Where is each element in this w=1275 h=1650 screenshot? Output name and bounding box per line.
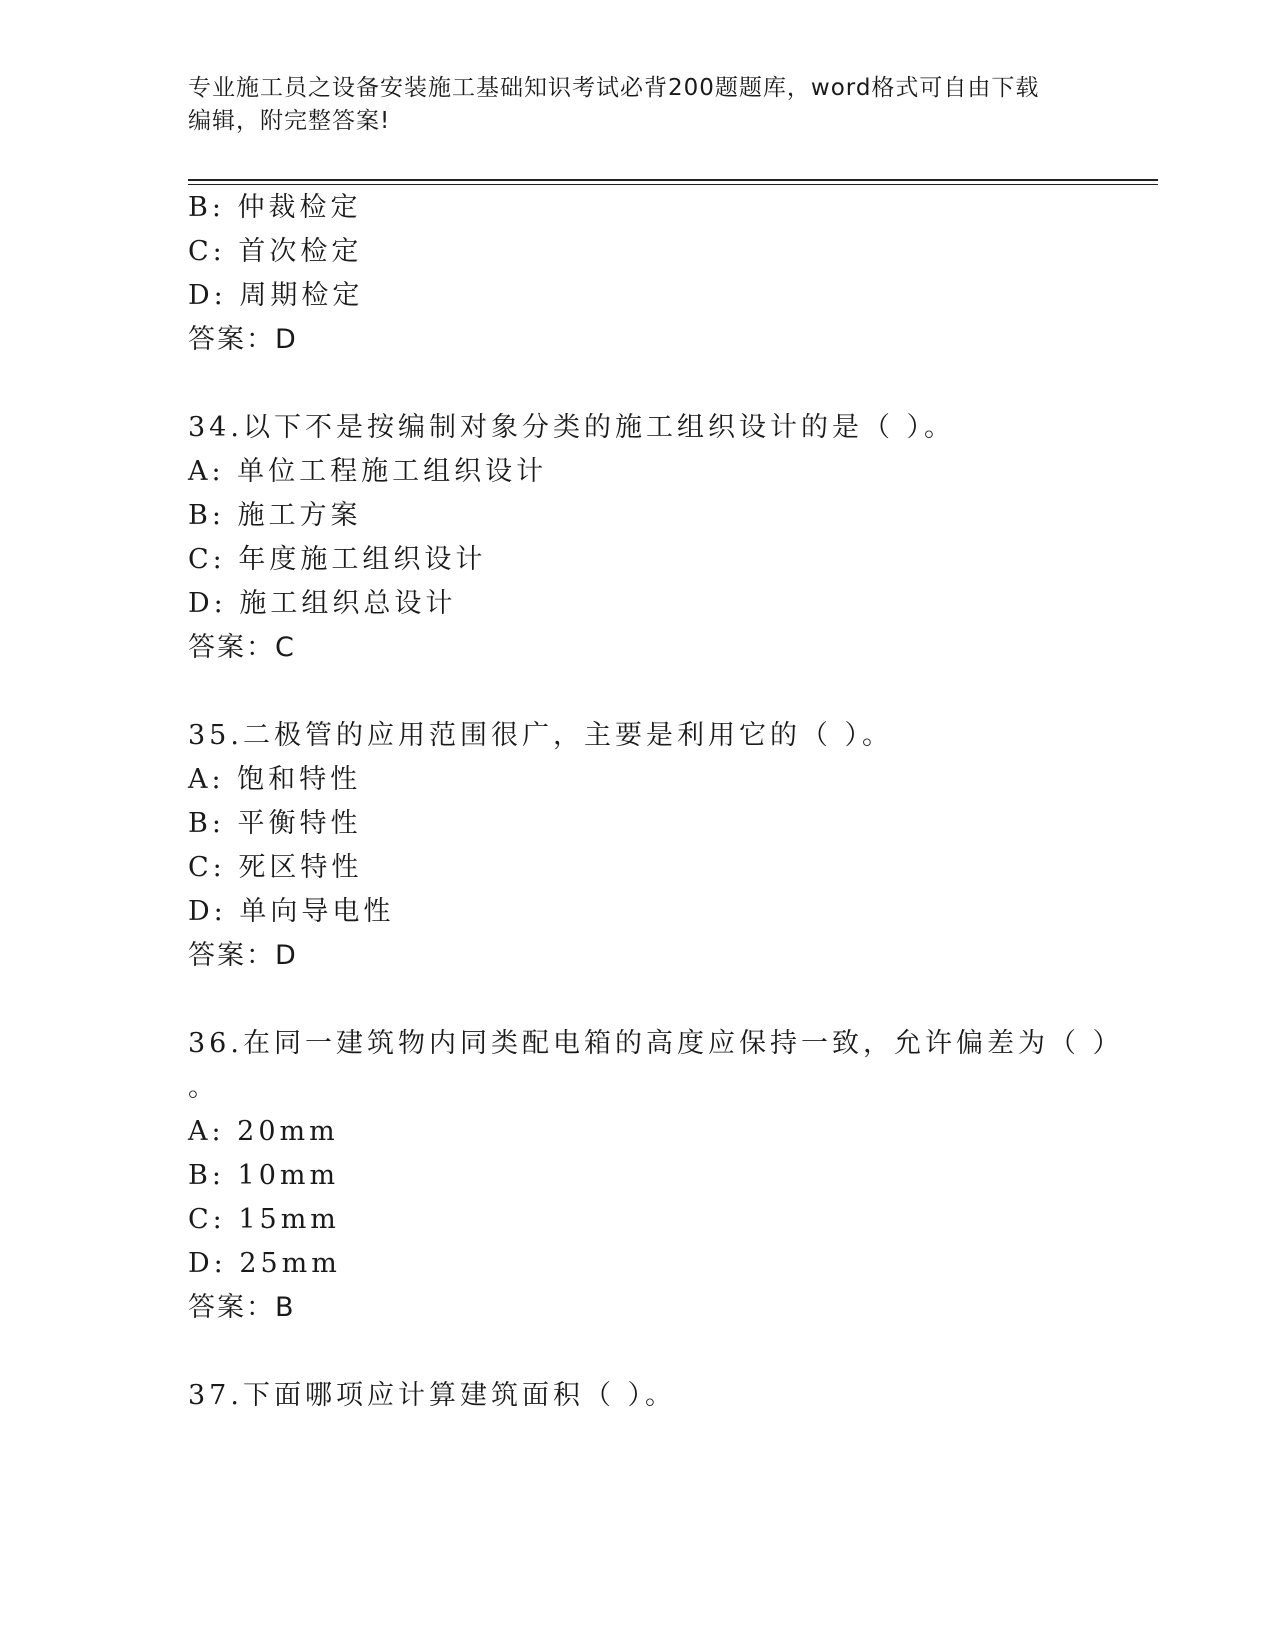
header-title-line-1: 专业施工员之设备安装施工基础知识考试必背200题题库，word格式可自由下载	[188, 75, 1040, 101]
q33-option-d: D: 周期检定	[188, 280, 364, 311]
q36-option-c: C: 15mm	[188, 1204, 340, 1235]
q35-option-b: B: 平衡特性	[188, 808, 362, 839]
header-divider-thick	[188, 179, 1158, 181]
q35-option-c: C: 死区特性	[188, 852, 363, 883]
q37-question: 37.下面哪项应计算建筑面积（ ）。	[188, 1380, 677, 1411]
q36-option-d: D: 25mm	[188, 1248, 341, 1279]
q33-option-b: B: 仲裁检定	[188, 192, 362, 223]
q33-answer: 答案：D	[188, 324, 298, 355]
document-header	[188, 72, 1088, 138]
q34-question: 34.以下不是按编制对象分类的施工组织设计的是（ ）。	[188, 412, 956, 443]
q33-option-c: C: 首次检定	[188, 236, 363, 267]
q35-answer: 答案：D	[188, 940, 298, 971]
q34-option-d: D: 施工组织总设计	[188, 588, 457, 619]
q36-question: 36.在同一建筑物内同类配电箱的高度应保持一致，允许偏差为（ ）	[188, 1028, 1124, 1059]
q35-option-d: D: 单向导电性	[188, 896, 395, 927]
header-title-line-2: 编辑，附完整答案!	[188, 108, 391, 134]
q34-option-b: B: 施工方案	[188, 500, 362, 531]
header-divider-thin	[188, 184, 1158, 185]
q36-option-a: A: 20mm	[188, 1116, 339, 1147]
q35-question: 35.二极管的应用范围很广，主要是利用它的（ ）。	[188, 720, 894, 751]
q35-option-a: A: 饱和特性	[188, 764, 362, 795]
q34-option-a: A: 单位工程施工组织设计	[188, 456, 548, 487]
q36-option-b: B: 10mm	[188, 1160, 340, 1191]
q34-option-c: C: 年度施工组织设计	[188, 544, 487, 575]
q34-answer: 答案：C	[188, 632, 296, 663]
q36-answer: 答案：B	[188, 1292, 296, 1323]
q36-question-continued: 。	[188, 1072, 219, 1103]
